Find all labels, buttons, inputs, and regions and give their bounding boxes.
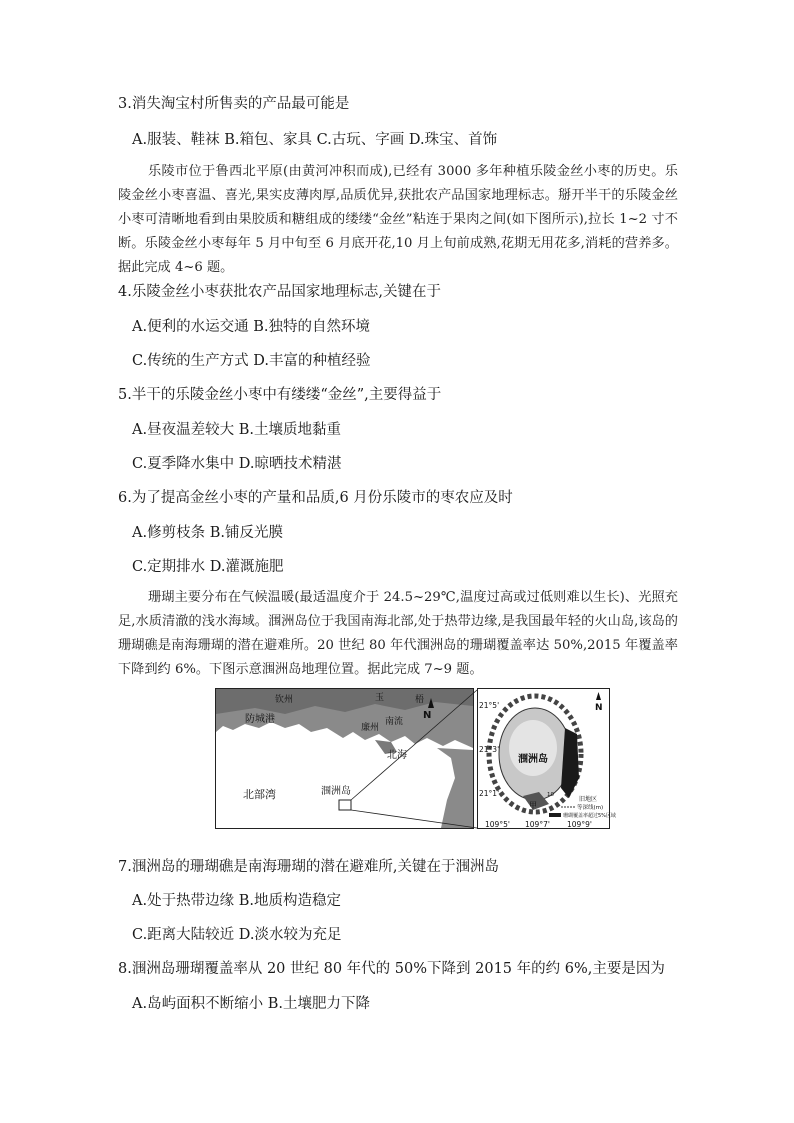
legend-isobath: 等深线(m) [577, 805, 604, 811]
q6-option-row-1: A.修剪枝条 B.铺反光膜 [132, 525, 283, 541]
lat-tick-3: 21°1' [479, 789, 500, 798]
legend-old-area: 旧地区 [579, 796, 598, 803]
label-weizhoudao-left: 涠洲岛 [321, 786, 351, 797]
q5-option-row-2: C.夏季降水集中 D.晾晒技术精湛 [132, 456, 342, 472]
passage-coral: 珊瑚主要分布在气候温暖(最适温度介于 24.5~29℃,温度过高或过低则难以生长)、光照充足,水质清澈的浅水海域。涠洲岛位于我国南海北部,处于热带边缘,是我国最年轻的火山岛,该岛的珊瑚礁是南海珊瑚的潜在避难所。20 世纪 80 年代涠洲岛的珊瑚覆盖率达 50%,2015 年覆盖率下降到约 6%。下图示意涠洲岛地理位置。据此完成 7~9 题。 [118, 590, 678, 677]
lon-tick-1: 109°5' [485, 820, 510, 829]
label-beihai: 北海 [387, 750, 407, 761]
q7-option-row-1: A.处于热带边缘 B.地质构造稳定 [132, 893, 341, 909]
q3-stem: 3.消失淘宝村所售卖的产品最可能是 [118, 96, 350, 112]
lon-tick-3: 109°9' [567, 820, 592, 829]
north-arrow-right: N [595, 703, 603, 713]
label-weizhou-inset: 涠洲岛 [518, 754, 548, 765]
passage-jujube: 乐陵市位于鲁西北平原(由黄河冲积而成),已经有 3000 多年种植乐陵金丝小枣的历史。乐陵金丝小枣喜温、喜光,果实皮薄肉厚,品质优异,获批农产品国家地理标志。掰开半干的乐陵金丝小枣可清晰地看到由果胶质和糖组成的缕缕“金丝”粘连于果肉之间(如下图所示),拉长 1~2 寸不断。乐陵金丝小枣每年 5 月中旬至 6 月底开花,10 月上旬前成熟,花期无用花多,消耗的营养多。据此完成 4~6 题。 [118, 164, 678, 275]
q4-option-row-1: A.便利的水运交通 B.独特的自然环境 [132, 319, 370, 335]
lat-tick-1: 21°5' [479, 701, 500, 710]
label-yu: 玉 [375, 693, 385, 703]
label-beibuwan: 北部湾 [243, 788, 276, 801]
label-nanliu: 南流 [385, 717, 404, 727]
weizhou-location-map [215, 688, 616, 830]
q6-stem: 6.为了提高金丝小枣的产量和品质,6 月份乐陵市的枣农应及时 [118, 490, 513, 506]
label-jia: 甲 [529, 801, 537, 810]
label-lianzhou: 廉州 [361, 723, 380, 733]
q3-options: A.服装、鞋袜 B.箱包、家具 C.古玩、字画 D.珠宝、首饰 [132, 132, 498, 148]
depth-label: 10 [547, 792, 554, 798]
legend-coral-swatch [549, 813, 561, 817]
label-qinzhou: 钦州 [275, 695, 294, 705]
q4-option-row-2: C.传统的生产方式 D.丰富的种植经验 [132, 353, 371, 369]
lon-tick-2: 109°7' [525, 820, 550, 829]
north-arrow-left: N [423, 710, 432, 721]
q6-option-row-2: C.定期排水 D.灌溉施肥 [132, 559, 284, 575]
q5-stem: 5.半干的乐陵金丝小枣中有缕缕“金丝”,主要得益于 [118, 387, 442, 403]
legend-coral: 珊瑚覆盖率超过5%区域 [563, 813, 616, 819]
label-fangchenggang: 防城港 [245, 714, 275, 725]
q8-stem: 8.涠洲岛珊瑚覆盖率从 20 世纪 80 年代的 50%下降到 2015 年的约 6%,主要是因为 [118, 961, 665, 977]
lat-tick-2: 21°3' [479, 745, 500, 754]
q8-option-row-1: A.岛屿面积不断缩小 B.土壤肥力下降 [132, 996, 370, 1012]
q7-stem: 7.涠洲岛的珊瑚礁是南海珊瑚的潜在避难所,关键在于涠洲岛 [118, 859, 499, 875]
q5-option-row-1: A.昼夜温差较大 B.土壤质地黏重 [132, 422, 341, 438]
label-wu: 梧 [415, 695, 425, 705]
island-interior [509, 720, 557, 776]
q4-stem: 4.乐陵金丝小枣获批农产品国家地理标志,关键在于 [118, 284, 441, 300]
q7-option-row-2: C.距离大陆较近 D.淡水较为充足 [132, 927, 342, 943]
